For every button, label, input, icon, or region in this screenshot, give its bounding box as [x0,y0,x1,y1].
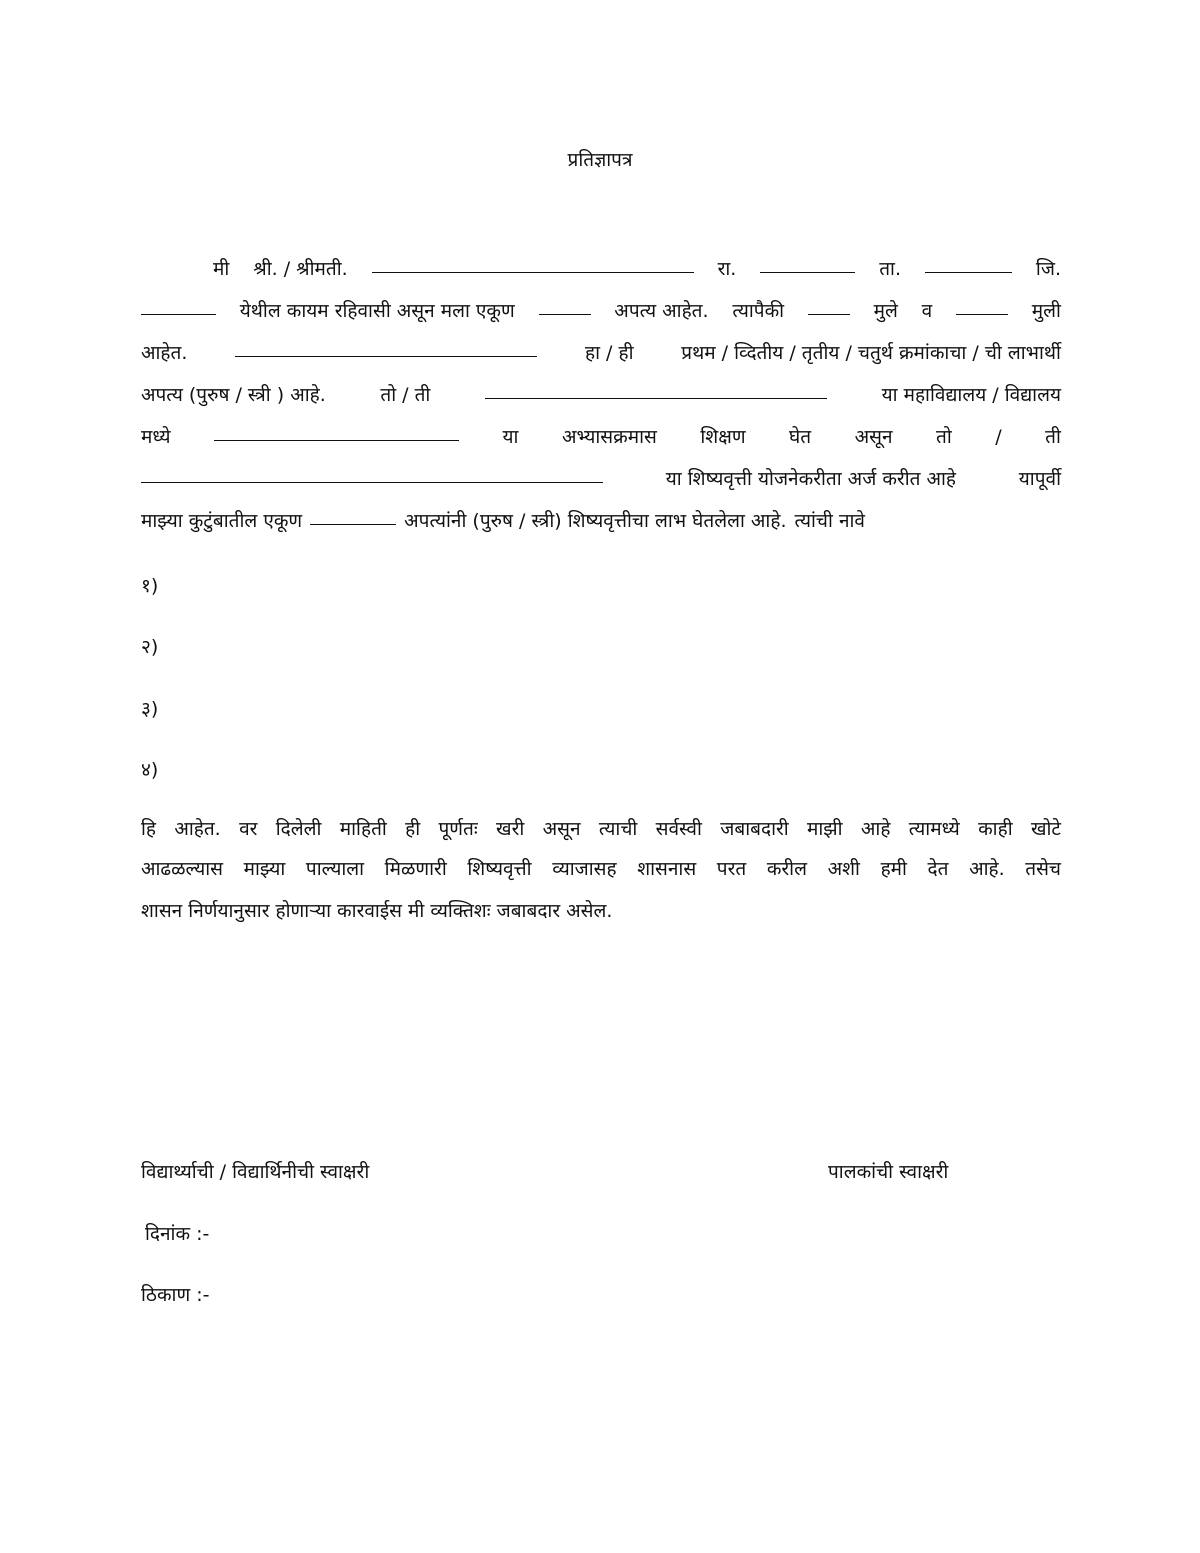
text-course: अभ्यासक्रमास [561,426,657,448]
sons-count-blank[interactable] [808,313,850,315]
text-and: व [921,300,933,322]
text-sons: मुले [873,300,898,322]
text-of-which: त्यापैकी [732,300,785,322]
residence-blank[interactable] [760,271,855,273]
text-previously: यापूर्वी [1018,468,1061,490]
form-line-2 [141,298,1061,324]
list-item: १) [141,575,159,597]
text-child-gender: अपत्य (पुरुष / स्त्री ) आहे. [141,384,326,406]
college-name-blank[interactable] [485,397,827,399]
text-daughters: मुली [1031,300,1061,322]
text-he-she: हा / ही [584,342,634,364]
text-this: या [502,426,519,448]
declaration-line-2 [141,856,1061,882]
text-taking: घेत [789,426,812,448]
child-name-blank[interactable] [235,355,537,357]
declaration-line-1 [141,816,1061,842]
list-item: ४) [141,759,159,781]
form-line-1 [141,256,1061,282]
text-he-she-2: तो / ती [380,384,431,406]
text-district: जि. [1035,258,1061,280]
form-line-4 [141,382,1061,408]
text-in: मध्ये [141,426,171,448]
daughters-count-blank[interactable] [956,313,1008,315]
previous-beneficiaries-blank[interactable] [310,523,396,525]
form-line-6 [141,466,1061,492]
declaration-text-2: आढळल्यास माझ्या पाल्याला मिळणारी शिष्यवृत्ती व्याजासह शासनास परत करील अशी हमी देत आहे. तसेच [141,858,1061,880]
form-line-3 [141,340,1061,366]
text-title-honorific: श्री. / श्रीमती. [253,258,348,280]
text-education: शिक्षण [700,426,746,448]
scheme-name-blank[interactable] [141,481,603,483]
text-he: तो [935,426,952,448]
list-item: २) [141,636,159,658]
list-item: ३) [141,698,159,720]
parent-signature-label: पालकांची स्वाक्षरी [828,1161,949,1183]
text-children-benefited: अपत्यांनी (पुरुष / स्त्री) शिष्यवृत्तीचा लाभ घेतलेला आहे. [404,510,787,532]
document-title: प्रतिज्ञापत्र [567,149,633,171]
text-family-total: माझ्या कुटुंबातील एकूण [141,510,303,532]
date-label: दिनांक :- [145,1223,210,1245]
name-blank[interactable] [372,271,694,273]
text-college-school: या महाविद्यालय / विद्यालय [881,384,1061,406]
text-she: ती [1045,426,1061,448]
place-label: ठिकाण :- [141,1284,210,1306]
course-name-blank[interactable] [214,439,459,441]
student-signature-label: विद्यार्थ्याची / विद्यार्थिनीची स्वाक्षरी [141,1161,370,1183]
text-taluka: ता. [879,258,902,280]
district-blank[interactable] [141,313,216,315]
form-line-5 [141,424,1061,450]
text-being: असून [854,426,893,448]
text-their-names: त्यांची नावे [794,510,865,532]
declaration-line-3 [141,898,1061,924]
taluka-blank[interactable] [925,271,1012,273]
text-children-are: अपत्य आहेत. [614,300,709,322]
declaration-text-1: हि आहेत. वर दिलेली माहिती ही पूर्णतः खरी असून त्याची सर्वस्वी जबाबदारी माझी आहे त्यामध्ये काही खोटे [141,818,1061,840]
text-applying-scheme: या शिष्यवृत्ती योजनेकरीता अर्ज करीत आहे [665,468,956,490]
text-permanent-resident: येथील कायम रहिवासी असून मला एकूण [239,300,515,322]
text-slash: / [995,426,1002,448]
total-children-blank[interactable] [539,313,591,315]
form-line-7 [141,508,1061,534]
declaration-text-3: शासन निर्णयानुसार होणाऱ्या कारवाईस मी व्यक्तिशः जबाबदार असेल. [141,900,613,922]
text-residence: रा. [717,258,737,280]
text-order-beneficiary: प्रथम / व्दितीय / तृतीय / चतुर्थ क्रमांकाचा / ची लाभार्थी [681,342,1061,364]
text-mi: मी [213,258,230,280]
text-are: आहेत. [141,342,188,364]
